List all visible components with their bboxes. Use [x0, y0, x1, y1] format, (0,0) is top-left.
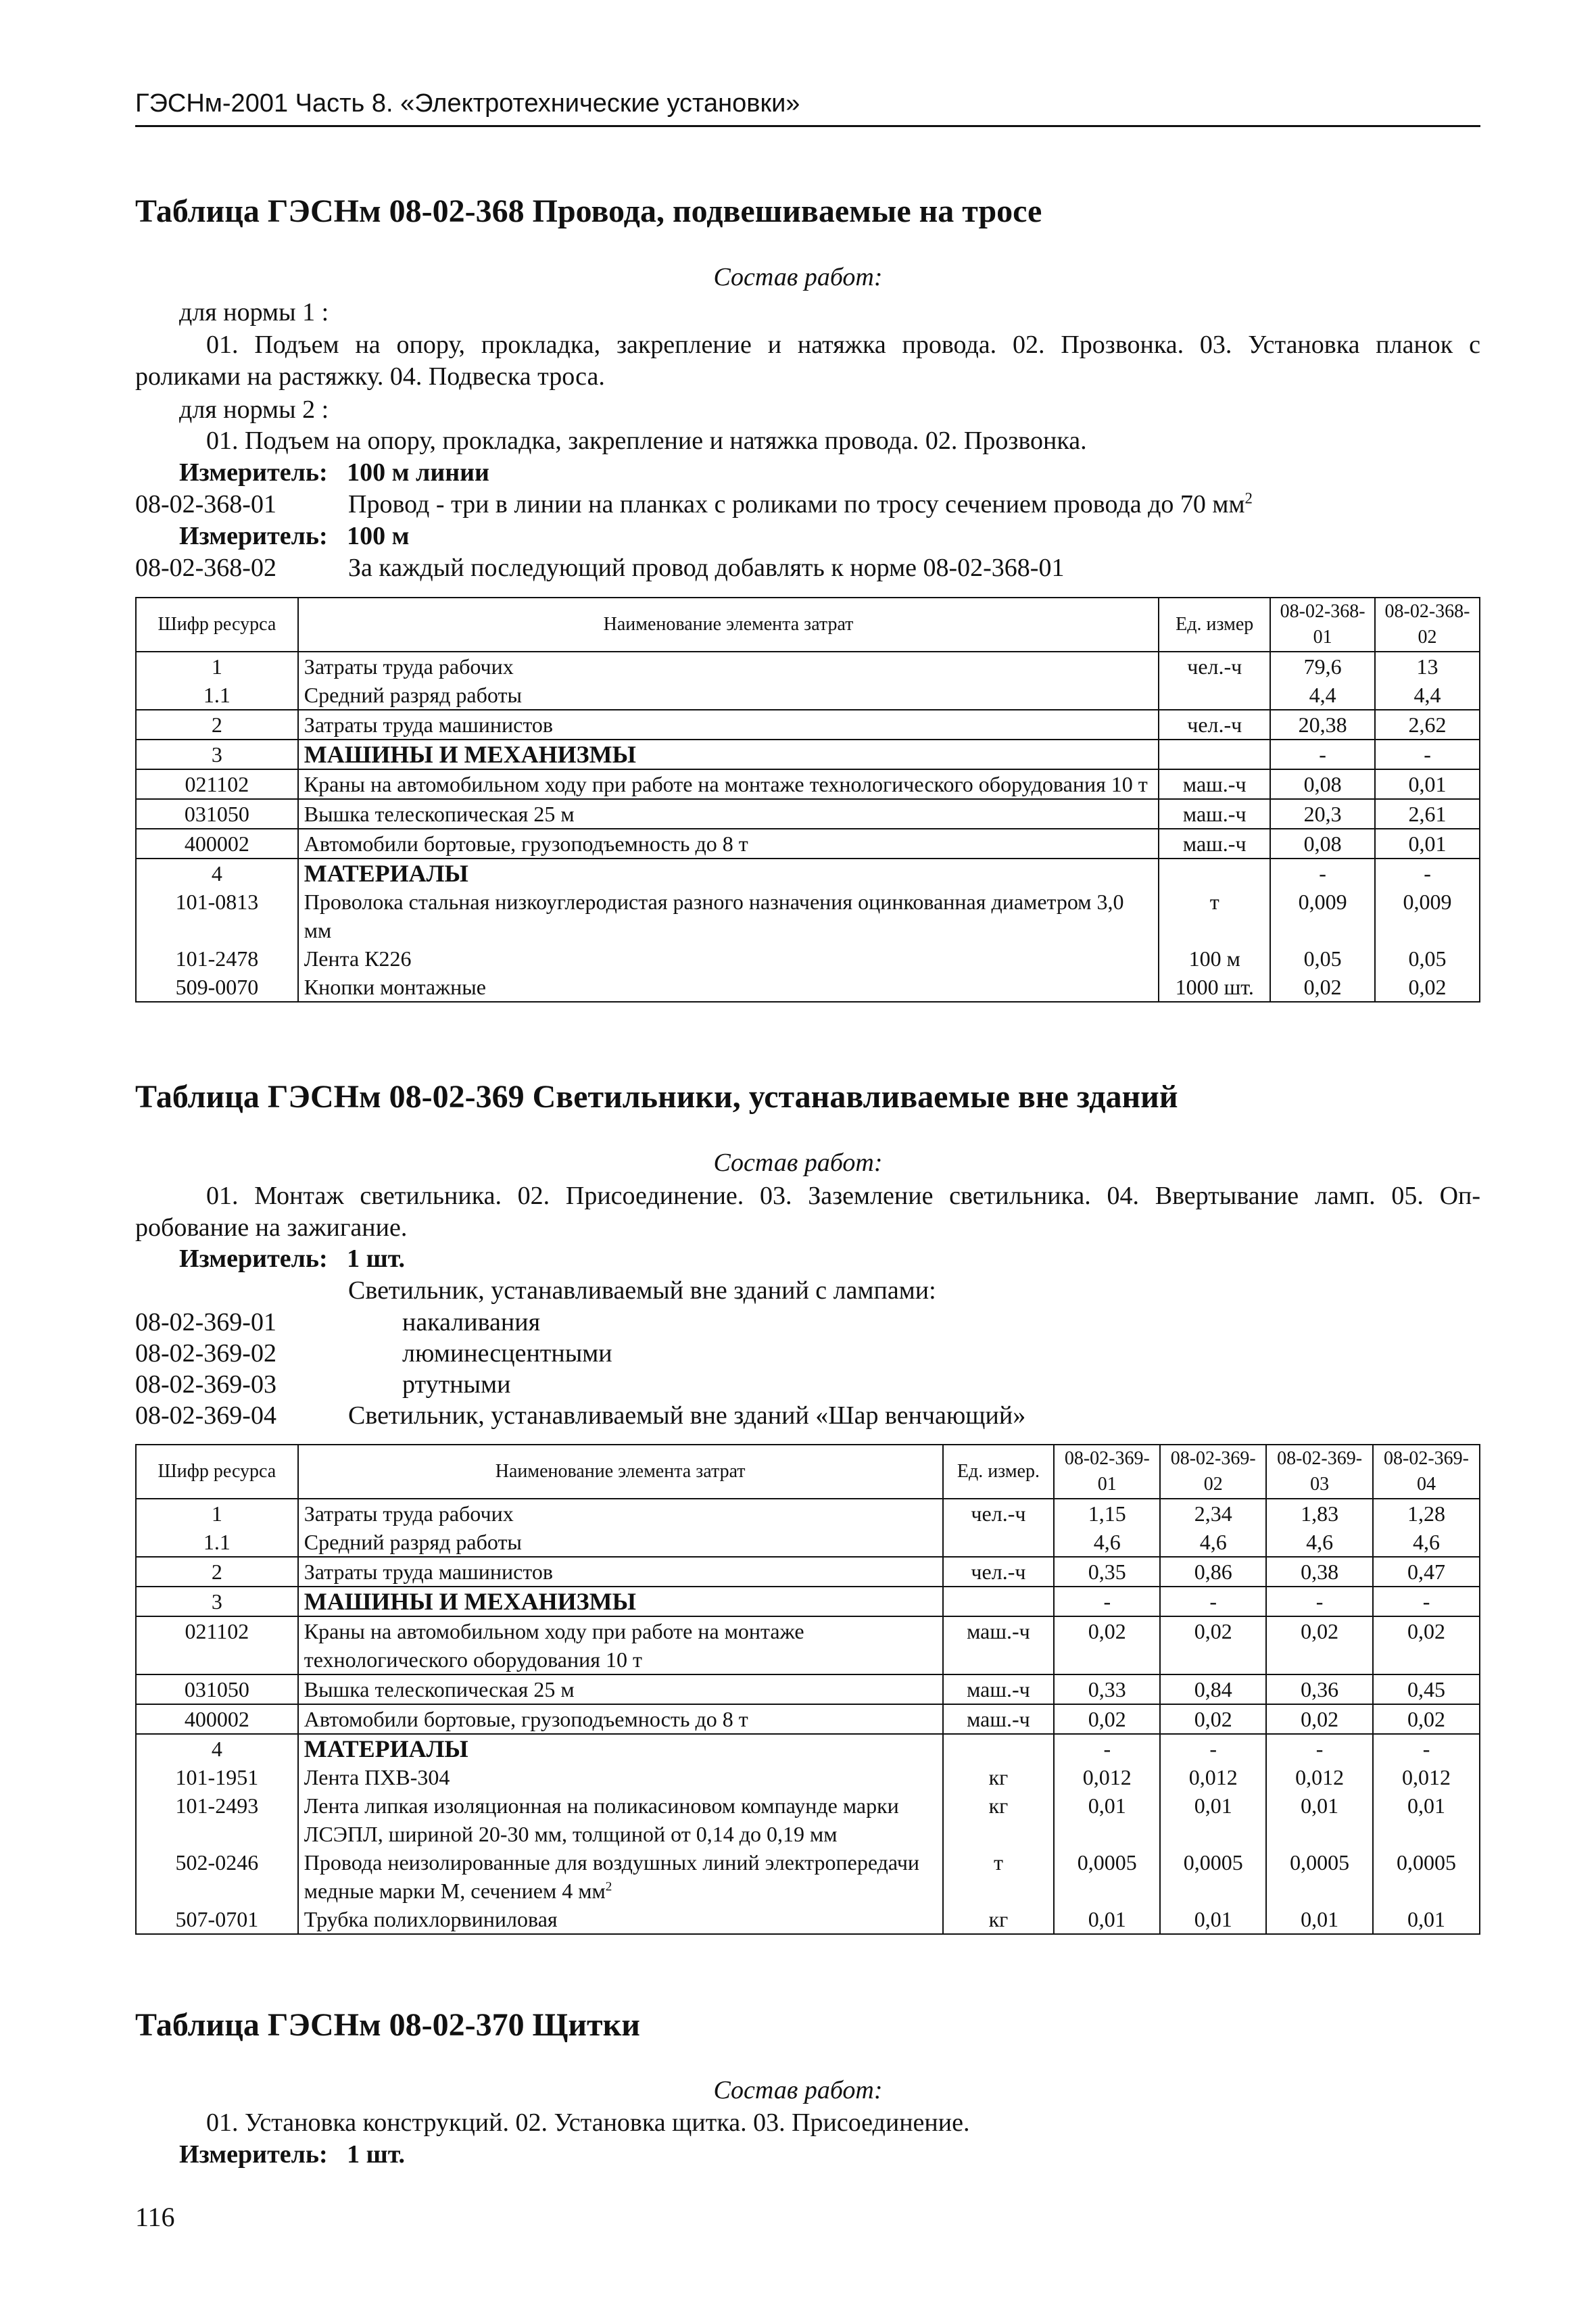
resource-code: 1 [136, 652, 298, 681]
norm-code-line [135, 553, 1064, 583]
resource-code: 4 [136, 1734, 298, 1763]
norm-code-line [135, 1401, 1025, 1430]
table-row [136, 1791, 1480, 1848]
header-norm-col: 08-02-369-02 [1160, 1445, 1266, 1499]
table-row [136, 1848, 1480, 1905]
table-row [136, 1557, 1480, 1587]
header-resource-code: Шифр ресурса [136, 1445, 298, 1499]
unit: маш.-ч [1159, 799, 1270, 829]
izmeritel-label: Измеритель: [179, 458, 328, 487]
header-unit: Ед. измер. [943, 1445, 1055, 1499]
izmeritel-370 [179, 2140, 405, 2169]
norm-value: 79,6 [1270, 652, 1375, 681]
cost-element-text: Провода неизолированные для воздушных линий электропередачи медные марки М, сечением 4 мм [304, 1850, 920, 1903]
cost-element-name [298, 1763, 943, 1791]
norm-value: 0,0005 [1160, 1848, 1266, 1905]
izmeritel-value: 1 шт. [347, 1245, 406, 1273]
table-row [136, 1528, 1480, 1557]
cost-element-name [298, 799, 1159, 829]
norm-value: 0,009 [1270, 888, 1375, 944]
cost-element-text: Затраты труда машинистов [304, 1560, 553, 1584]
norm-value: - [1375, 740, 1480, 769]
unit: маш.-ч [943, 1704, 1055, 1734]
izmeritel-label: Измеритель: [179, 2140, 328, 2169]
cost-element-name [298, 1674, 943, 1704]
norm-value: 0,01 [1375, 829, 1480, 859]
unit: чел.-ч [943, 1557, 1055, 1587]
work-text-369-line2: робование на зажигание. [135, 1213, 408, 1242]
table-row [136, 1499, 1480, 1528]
table-row [136, 1734, 1480, 1763]
norm-value: - [1266, 1587, 1373, 1616]
table-row [136, 1905, 1480, 1934]
norm-value: 0,012 [1160, 1763, 1266, 1791]
norm-value: 1,83 [1266, 1499, 1373, 1528]
norm-value: 0,02 [1266, 1616, 1373, 1674]
table-370-title: Таблица ГЭСНм 08-02-370 Щитки [135, 2007, 640, 2043]
norm-value: - [1266, 1734, 1373, 1763]
table-row [136, 710, 1480, 740]
table-row [136, 1704, 1480, 1734]
resource-code: 502-0246 [136, 1848, 298, 1905]
cost-element-name [298, 1499, 943, 1528]
table-row [136, 1674, 1480, 1704]
table-row [136, 1587, 1480, 1616]
norm-value: 4,4 [1270, 681, 1375, 710]
norm-value: 4,6 [1054, 1528, 1160, 1557]
resource-code: 3 [136, 1587, 298, 1616]
unit: маш.-ч [1159, 829, 1270, 859]
header-cost-element: Наименование элемента затрат [298, 1445, 943, 1499]
izmeritel-value: 100 м линии [347, 458, 489, 487]
norm-value: 2,34 [1160, 1499, 1266, 1528]
cost-element-name [298, 1905, 943, 1934]
norm-value: 0,36 [1266, 1674, 1373, 1704]
resource-code: 1.1 [136, 1528, 298, 1557]
unit: кг [943, 1763, 1055, 1791]
resource-code: 1 [136, 1499, 298, 1528]
unit: 100 м [1159, 944, 1270, 973]
norm-code-line [135, 1370, 510, 1399]
cost-element-name [298, 829, 1159, 859]
cost-element-name [298, 888, 1159, 944]
resource-code: 4 [136, 859, 298, 888]
norm-value: 0,0005 [1054, 1848, 1160, 1905]
cost-element-text: Вышка телескопическая 25 м [304, 802, 575, 826]
norm-value: 0,01 [1266, 1791, 1373, 1848]
resource-table-368 [135, 597, 1480, 1003]
header-cost-element: Наименование элемента затрат [298, 598, 1159, 652]
cost-element-name [298, 1704, 943, 1734]
cost-element-text: Краны на автомобильном ходу при работе на монтаже технологического оборудования 10 т [304, 1619, 804, 1672]
norm2-text: 01. Подъем на опору, прокладка, закрепление и натяжка провода. 02. Прозвонка. [206, 427, 1087, 455]
norm-value: - [1160, 1587, 1266, 1616]
superscript: 2 [605, 1879, 612, 1894]
norm-value: 0,01 [1160, 1905, 1266, 1934]
norm-code: 08-02-369-03 [135, 1370, 276, 1399]
cost-element-name [298, 769, 1159, 799]
cost-element-text: МАТЕРИАЛЫ [304, 860, 468, 887]
resource-code: 400002 [136, 829, 298, 859]
cost-element-text: Трубка полихлорвиниловая [304, 1907, 558, 1931]
table-row [136, 973, 1480, 1002]
cost-element-text: Автомобили бортовые, грузоподъемность до 8 т [304, 1707, 748, 1731]
cost-element-name [298, 1848, 943, 1905]
norm-value: 0,009 [1375, 888, 1480, 944]
resource-code: 031050 [136, 799, 298, 829]
unit: 1000 шт. [1159, 973, 1270, 1002]
cost-element-name [298, 1791, 943, 1848]
norm-text: люминесцентными [402, 1339, 612, 1368]
izmeritel-value: 1 шт. [347, 2140, 406, 2169]
unit: чел.-ч [1159, 710, 1270, 740]
norm-value: 0,47 [1373, 1557, 1480, 1587]
norm1-text-line2: роликами на растяжку. 04. Подвеска троса. [135, 362, 605, 391]
header-norm-col: 08-02-368-01 [1270, 598, 1375, 652]
norm-code-line [135, 489, 1253, 519]
unit: маш.-ч [943, 1616, 1055, 1674]
norm-value: - [1054, 1587, 1160, 1616]
norm-value: 0,01 [1054, 1791, 1160, 1848]
norm-code-line [135, 1307, 540, 1337]
norm-code: 08-02-369-01 [135, 1308, 276, 1336]
resource-code: 509-0070 [136, 973, 298, 1002]
izmeritel-368-1 [179, 458, 489, 487]
norm-value: - [1375, 859, 1480, 888]
cost-element-text: Лента К226 [304, 946, 412, 971]
cost-element-text: Краны на автомобильном ходу при работе на монтаже технологического оборудования 10 т [304, 772, 1148, 796]
norm-value: 0,02 [1160, 1616, 1266, 1674]
cost-element-name [298, 681, 1159, 710]
table-row [136, 888, 1480, 944]
izmeritel-label: Измеритель: [179, 1245, 328, 1273]
page-number: 116 [135, 2202, 175, 2232]
resource-table-369 [135, 1444, 1480, 1935]
norm-value: - [1270, 859, 1375, 888]
norm-value: 0,08 [1270, 829, 1375, 859]
resource-code: 101-2493 [136, 1791, 298, 1848]
unit [943, 1587, 1055, 1616]
norm-value: - [1270, 740, 1375, 769]
unit: чел.-ч [1159, 652, 1270, 681]
norm-value: 1,28 [1373, 1499, 1480, 1528]
norm-value: 0,01 [1160, 1791, 1266, 1848]
cost-element-text: МАТЕРИАЛЫ [304, 1735, 468, 1762]
norm-value: 0,012 [1054, 1763, 1160, 1791]
unit: чел.-ч [943, 1499, 1055, 1528]
norm-value: 2,61 [1375, 799, 1480, 829]
norm-value: 0,01 [1054, 1905, 1160, 1934]
norm-code: 08-02-368-02 [135, 554, 276, 582]
norm1-text-line1: 01. Подъем на опору, прокладка, закрепление и натяжка провода. 02. Прозвонка. 03. Установка планок с [206, 331, 1480, 359]
norm-value: 1,15 [1054, 1499, 1160, 1528]
cost-element-text: Кнопки монтажные [304, 975, 486, 999]
norm-text: За каждый последующий провод добавлять к норме 08-02-368-01 [348, 554, 1065, 582]
resource-code: 1.1 [136, 681, 298, 710]
norm-text: накаливания [402, 1308, 541, 1336]
table-row [136, 1616, 1480, 1674]
unit: кг [943, 1791, 1055, 1848]
norm-value: 0,05 [1375, 944, 1480, 973]
table-368-title: Таблица ГЭСНм 08-02-368 Провода, подвешиваемые на тросе [135, 193, 1042, 229]
izmeritel-label: Измеритель: [179, 522, 328, 550]
norm-value: 0,02 [1054, 1704, 1160, 1734]
cost-element-name [298, 1616, 943, 1674]
resource-code: 101-2478 [136, 944, 298, 973]
norm-value: 0,01 [1373, 1905, 1480, 1934]
table-row [136, 740, 1480, 769]
norm-value: 0,02 [1054, 1616, 1160, 1674]
norm1-text [135, 329, 1480, 393]
norm-value: 0,012 [1373, 1763, 1480, 1791]
sostav-rabot-370: Состав работ: [713, 2076, 883, 2104]
norm-value: 0,01 [1373, 1791, 1480, 1848]
cost-element-text: Лента ПХВ-304 [304, 1765, 450, 1789]
cost-element-text: МАШИНЫ И МЕХАНИЗМЫ [304, 1588, 636, 1615]
resource-code: 3 [136, 740, 298, 769]
superscript: 2 [1244, 489, 1253, 507]
table-row [136, 681, 1480, 710]
norm-value: 0,02 [1160, 1704, 1266, 1734]
cost-element-name [298, 859, 1159, 888]
unit: т [1159, 888, 1270, 944]
resource-code: 101-0813 [136, 888, 298, 944]
norm-value: - [1373, 1734, 1480, 1763]
norm-value: 0,02 [1270, 973, 1375, 1002]
header-norm-col: 08-02-368-02 [1375, 598, 1480, 652]
norm-value: 20,38 [1270, 710, 1375, 740]
cost-element-text: Автомобили бортовые, грузоподъемность до 8 т [304, 831, 748, 856]
norm-value: 0,02 [1375, 973, 1480, 1002]
resource-code: 2 [136, 1557, 298, 1587]
cost-element-name [298, 973, 1159, 1002]
norm-value: 0,01 [1266, 1905, 1373, 1934]
cost-element-text: Проволока стальная низкоуглеродистая разного назначения оцинкованная диаметром 3,0 мм [304, 890, 1124, 942]
norm-code: 08-02-369-02 [135, 1339, 276, 1368]
cost-element-name [298, 1734, 943, 1763]
norm-text: ртутными [402, 1370, 511, 1399]
norm-value: 4,6 [1266, 1528, 1373, 1557]
table-row [136, 1763, 1480, 1791]
unit [943, 1528, 1055, 1557]
sostav-rabot-368: Состав работ: [713, 263, 883, 291]
norm-value: 0,45 [1373, 1674, 1480, 1704]
cost-element-name [298, 944, 1159, 973]
norm-value: 0,01 [1375, 769, 1480, 799]
norm-value: 4,4 [1375, 681, 1480, 710]
table-row [136, 829, 1480, 859]
sostav-rabot-369: Состав работ: [713, 1149, 883, 1177]
norm-value: 20,3 [1270, 799, 1375, 829]
norm-value: 0,02 [1373, 1704, 1480, 1734]
table-row [136, 799, 1480, 829]
table-row [136, 859, 1480, 888]
cost-element-text: Лента липкая изоляционная на поликасиновом компаунде марки ЛСЭПЛ, шириной 20-30 мм, толщиной от 0,14 до 0,19 мм [304, 1793, 899, 1846]
group-text-369: Светильник, устанавливаемый вне зданий с лампами: [348, 1276, 936, 1305]
resource-code: 2 [136, 710, 298, 740]
norm-value: 0,84 [1160, 1674, 1266, 1704]
norm-value: 0,0005 [1373, 1848, 1480, 1905]
norm-value: 0,02 [1266, 1704, 1373, 1734]
cost-element-name [298, 652, 1159, 681]
izmeritel-369 [179, 1244, 405, 1274]
unit: кг [943, 1905, 1055, 1934]
norm-value: 0,0005 [1266, 1848, 1373, 1905]
cost-element-text: Вышка телескопическая 25 м [304, 1677, 575, 1702]
work-text-369 [135, 1180, 1480, 1244]
norm-code-line [135, 1338, 612, 1368]
izmeritel-value: 100 м [347, 522, 410, 550]
unit [1159, 859, 1270, 888]
cost-element-text: Затраты труда рабочих [304, 654, 514, 679]
resource-code: 021102 [136, 769, 298, 799]
norm-value: 0,02 [1373, 1616, 1480, 1674]
resource-code: 031050 [136, 1674, 298, 1704]
cost-element-text: МАШИНЫ И МЕХАНИЗМЫ [304, 741, 636, 768]
norm-value: 4,6 [1373, 1528, 1480, 1557]
norm-value: - [1160, 1734, 1266, 1763]
norm-text: Провод - три в линии на планках с роликами по тросу сечением провода до 70 мм [348, 490, 1245, 518]
resource-code: 101-1951 [136, 1763, 298, 1791]
header-norm-col: 08-02-369-03 [1266, 1445, 1373, 1499]
work-text-370: 01. Установка конструкций. 02. Установка щитка. 03. Присоединение. [206, 2108, 970, 2137]
header-unit: Ед. измер [1159, 598, 1270, 652]
norm-value: 2,62 [1375, 710, 1480, 740]
header-resource-code: Шифр ресурса [136, 598, 298, 652]
unit [1159, 681, 1270, 710]
norm1-label: для нормы 1 : [179, 298, 329, 327]
header-norm-col: 08-02-369-04 [1373, 1445, 1480, 1499]
cost-element-name [298, 740, 1159, 769]
norm-value: 0,38 [1266, 1557, 1373, 1587]
running-head: ГЭСНм-2001 Часть 8. «Электротехнические установки» [135, 89, 1480, 127]
norm-value: 13 [1375, 652, 1480, 681]
unit: маш.-ч [943, 1674, 1055, 1704]
work-text-369-line1: 01. Монтаж светильника. 02. Присоединение. 03. Заземление светильника. 04. Ввертывание ламп. 05. Оп- [206, 1182, 1480, 1210]
table-row [136, 769, 1480, 799]
norm2-label: для нормы 2 : [179, 395, 329, 424]
norm-value: 0,33 [1054, 1674, 1160, 1704]
table-row [136, 944, 1480, 973]
norm-value: - [1054, 1734, 1160, 1763]
unit: маш.-ч [1159, 769, 1270, 799]
table-row [136, 652, 1480, 681]
cost-element-name [298, 1528, 943, 1557]
cost-element-name [298, 710, 1159, 740]
norm-text: Светильник, устанавливаемый вне зданий «Шар венчающий» [348, 1401, 1026, 1430]
resource-code: 400002 [136, 1704, 298, 1734]
unit [943, 1734, 1055, 1763]
cost-element-text: Средний разряд работы [304, 683, 522, 707]
norm-value: - [1373, 1587, 1480, 1616]
norm-value: 0,86 [1160, 1557, 1266, 1587]
header-norm-col: 08-02-369-01 [1054, 1445, 1160, 1499]
norm-value: 0,08 [1270, 769, 1375, 799]
norm-value: 0,35 [1054, 1557, 1160, 1587]
norm-code: 08-02-368-01 [135, 490, 276, 518]
unit [1159, 740, 1270, 769]
cost-element-name [298, 1557, 943, 1587]
unit: т [943, 1848, 1055, 1905]
resource-code: 507-0701 [136, 1905, 298, 1934]
norm-code: 08-02-369-04 [135, 1401, 276, 1430]
norm-value: 4,6 [1160, 1528, 1266, 1557]
cost-element-name [298, 1587, 943, 1616]
resource-code: 021102 [136, 1616, 298, 1674]
cost-element-text: Затраты труда рабочих [304, 1501, 514, 1526]
norm-value: 0,05 [1270, 944, 1375, 973]
norm-value: 0,012 [1266, 1763, 1373, 1791]
cost-element-text: Средний разряд работы [304, 1530, 522, 1554]
table-369-title: Таблица ГЭСНм 08-02-369 Светильники, устанавливаемые вне зданий [135, 1079, 1178, 1115]
izmeritel-368-2 [179, 521, 410, 551]
cost-element-text: Затраты труда машинистов [304, 713, 553, 737]
